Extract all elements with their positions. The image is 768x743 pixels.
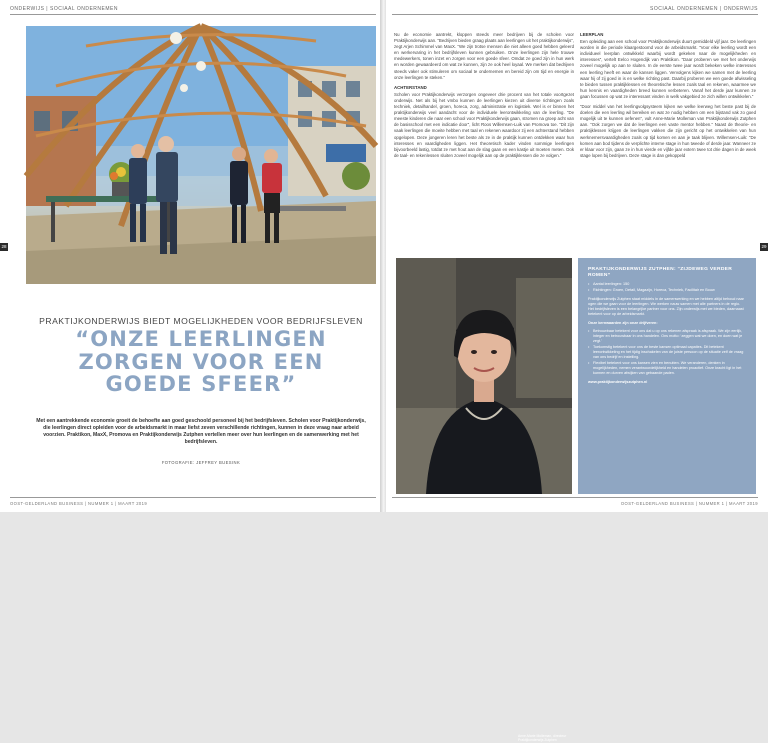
list-item: • Flexibel betekent voor ons kansen zien en benutten. We veranderen, denken in mogelijkheden, nemen verantwoordelijkheid en handelen proactief. Onze kracht ligt in het kunnen en durven afwijken van gebaande paden.: [588, 361, 746, 376]
portrait-caption-line: Praktijkonderwijs Zutphen: [518, 738, 557, 743]
school-facts-list: [588, 282, 746, 293]
paragraph: “Door middel van het leerlingvolgsysteem kijken we welke leerweg het beste past bij de doelen die een leerling wil bereiken en wat ze nodig hebben om een bijstand vak zo goed mogelijk uit te kunnen oefenen”, vult Anne-Marie Molleman van Praktijkonderwijs Zutphen aan. “Ook zorgen we dat de leerlingen een vaste mentor hebben.” Naast de theorie- en praktijklessen krijgen de leerlingen vakken die zijn gericht op het ontwikkelen van hun werknemersvaardigheden zoals op tijd komen en aan je taak blijven. Willemsen-Luik: “De komen aan bod tijdens de verplichte interne stage in hun tweede of derde jaar. Wanneer ze er klaar voor zijn, gaan ze in hun vierde en vijfde jaar extern twee tot drie dagen in de week stage lopen bij bedrijven. Deze stage is dan gekoppeld: [580, 104, 756, 158]
running-footer-left: OOST-GELDERLAND BUSINESS | NUMMER 1 | MAART 2019: [10, 501, 148, 506]
footer-rule-left: [10, 497, 376, 498]
portrait-illustration: [396, 258, 572, 494]
paragraph: Een opleiding aan een school voor Praktijkonderwijs duurt gemiddeld vijf jaar. De leerlingen worden in die periode klaargestoomd voor de arbeidsmarkt. “Voor elke leerling wordt een individueel leerplan ontwikkeld waarbij wordt gekeken naar de mogelijkheden en interesses”, vertelt Eelco Hogendijk van Praktikon. “Daar proberen we met het onderwijs zoveel mogelijk op aan te sluiten. In de eerste twee jaar wordt bekeken welke interesses een leerling heeft en waar de kansen liggen. Vervolgens kijken we samen met de leerling waar hij of zij goed in is en welke richting past. Daarbij proberen we een goede afwisseling te bieden tussen praktijklessen en theoretische lessen zoals taal en rekenen, waarmee we hun kennis en vaardigheden breed kunnen verbeteren. Vanaf het derde jaar kunnen ze gaan focussen op wat ze interessant vinden in welk vakgebied ze zich willen ontwikkelen.”: [580, 39, 756, 99]
list-item: • Toekomstig betekent voor ons de beste kansen optimaal capaties. Dit betekent leerontwikkeling en het tijdig inschakelen van de juiste persoon op de situatie zelf de vraag van ons bedrijf en instelling.: [588, 345, 746, 360]
right-page: [386, 0, 768, 743]
photo-caption-line: Anne-Marie Molleman,: [316, 290, 353, 294]
left-page: [0, 0, 382, 512]
list-item: • Aantal leerlingen: 150: [588, 282, 746, 287]
running-header-left: ONDERWIJS | SOCIAAL ONDERNEMEN: [10, 6, 118, 12]
article-kicker: PRAKTIJKONDERWIJS BIEDT MOGELIJKHEDEN VOOR BEDRIJFSLEVEN: [39, 316, 363, 326]
list-item: • Betrouwbaar betekent voor ons dat u op ons rekenen afspraak is afspraak. We zijn eerlijk, integer en betrouwbaar in ons handelen. Ons motto: ‘zeggen wat we doen, en doen wat je zegt.’: [588, 329, 746, 344]
photographer-credit: FOTOGRAFIE: JEFFREY BUESINK: [161, 460, 241, 465]
headline-line: GOEDE SFEER”: [105, 372, 297, 396]
running-header-right: SOCIAAL ONDERNEMEN | ONDERWIJS: [650, 6, 758, 12]
subheading-leerplan: LEERPLAN: [580, 32, 604, 37]
footer-rule-right: [392, 497, 758, 498]
paragraph: Nu de economie aantrekt, kloppen steeds meer bedrijven bij de scholen voor Praktijkonderwijs aan. “Bedrijven bieden graag plaats aan leerlingen uit het praktijkonderwijs”, zegt Arjen Schimmel van MaxX. “We zijn trotse mensen die niet alleen goed hebben geleerd en werkervaring in het bedrijfsleven kunnen gebruiken. Onze leerlingen zijn hele trouwe medewerkers, tonen inzet en zorgen voor een goede sfeer. Omdat ze goed zijn in hun werk en worden gewaardeerd om wat ze kunnen, zijn ze ook heel loyaal. We merken dat bedrijven steeds vaker ook stimuleren om sociaal te ondernemen en bereid zijn om tijd en energie in onze leerlingen te steken.”: [394, 32, 574, 80]
portrait-caption: [518, 734, 566, 743]
header-rule-right: [392, 14, 758, 15]
list-item: • Richtingen: Groen, Detail, Magazijn, Horeca, Techniek, Facilitair en Bouw: [588, 288, 746, 293]
photo-caption-line: Arno Weenink, Kim Brinkman en Sjetske Zijlstra.: [316, 294, 368, 303]
headline-line: ZORGEN VOOR EEN: [78, 349, 324, 374]
running-footer-right: OOST-GELDERLAND BUSINESS | NUMMER 1 | MAART 2019: [620, 501, 758, 506]
paragraph: Scholen voor Praktijkonderwijs verzorgen ongeveer drie procent van het totale voortgezet onderwijs. Net als bij het vmbo kunnen de leerlingen kiezen uit diverse richtingen zoals techniek, detailhandel, groen, horeca, zorg, administratie en logistiek. Wel is er binnen het praktijkonderwijs veel aandacht voor de individuele leerontwikkeling van de leerling. “De meeste kinderen die naar een school voor Praktijkonderwijs gaan, stromen na groep acht van de basisschool met een indicatie door”, licht Roos Willemsen-Luik van Promova toe. “Dit zijn vaak leerlingen die moeite hebben met taal en rekenen waardoor zij een achterstand hebben opgelopen. Deze jongeren leren het beste als ze in de praktijk kunnen ontdekken waar hun interesses en vaardigheden liggen. Het theoretisch kader vinden sommige leerlingen bijvoorbeeld lastig, totdat ze met hout aan de slag gaan en een kastje uit moeten meten. Ook de taal- en rekenlessen sluiten zoveel mogelijk aan op de praktijklessen die ze volgen.”: [394, 91, 574, 158]
header-rule-left: [10, 14, 376, 15]
subheading-achterstand: ACHTERSTAND: [394, 84, 427, 90]
page-number-left: 28: [1, 244, 7, 249]
core-values-list: [588, 329, 746, 376]
page-number-right: 29: [761, 244, 767, 249]
greenhouse-photo: [26, 26, 376, 303]
portrait-photo: [396, 258, 572, 743]
photo-caption: [316, 290, 376, 304]
info-box-paragraph: Praktijkonderwijs Zutphen staat middels in de samenwerking en we hebben altijd behoud naar ogen die we gaan voor de leerlingen. We werken nauw samen met alle partners in de regio. Het bedrijfsleven is een belangrijke partner voor ons. Zijn onderwijs met we bieden, daarnaast betekent voor op de arbeidsmarkt.: [588, 296, 744, 317]
school-website-link[interactable]: www.praktijkonderwijszutphen.nl: [588, 380, 648, 385]
article-headline: [26, 328, 376, 396]
core-values-title: Onze kernwaarden zijn onze drijfveren:: [588, 321, 658, 326]
article-column-1: [394, 32, 574, 163]
article-column-2: [580, 32, 756, 163]
school-info-box: [578, 258, 756, 494]
info-box-title: PRAKTIJKONDERWIJS ZUTPHEN: “ZIJDEWEG VERDER ROMEN”: [588, 267, 733, 278]
headline-line: “ONZE LEERLINGEN: [75, 327, 327, 351]
article-lead: Met een aantrekkende economie groeit de behoefte aan goed geschoold personeel bij het bedrijfsleven. Scholen voor Praktijkonderwijs, die leerlingen direct opleiden voor de arbeidsmarkt in maar liefst zeven verschillende richtingen, kunnen in deze vraag naar arbeid voorzien. Praktikon, MaxX, Promova en Praktijkonderwijs Zutphen vertellen meer over hun leerlingen en de samenwerking met het bedrijfsleven.: [36, 418, 366, 445]
greenhouse-illustration: [26, 26, 376, 284]
portrait-caption-line: Anne-Marie Molleman, directeur: [518, 734, 567, 738]
